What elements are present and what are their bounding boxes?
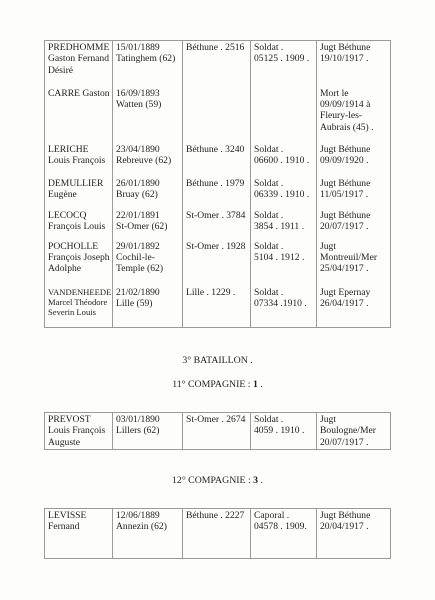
fate-record: Jugt Béthune 09/09/1920 . (317, 143, 391, 177)
recruitment-registry: Béthune . 2516 (183, 41, 251, 87)
table-row (45, 509, 391, 559)
company-11-heading (0, 379, 435, 390)
soldier-register-table (44, 40, 391, 328)
soldier-name: POCHOLLE François Joseph Adolphe (45, 240, 113, 286)
company-terminator: . (258, 475, 263, 486)
battalion-heading: 3° BATAILLON . (182, 355, 253, 366)
soldier-name: PREDHOMME Gaston Fernand Désiré (45, 41, 113, 87)
fate-record: Jugt Montreuil/Mer 25/04/1917 . (317, 240, 391, 286)
recruitment-registry: St-Omer . 1928 (183, 240, 251, 286)
recruitment-registry: Lille . 1229 . (183, 286, 251, 328)
company-label: 12° COMPAGNIE : (172, 475, 254, 486)
company-12-heading (0, 475, 435, 486)
table-row (45, 240, 391, 286)
rank-class: Soldat . 06600 . 1910 . (251, 143, 317, 177)
rank-class: Soldat . 05125 . 1909 . (251, 41, 317, 87)
birth-date-place: 16/09/1893 Watten (59) (113, 87, 183, 143)
fate-record: Jugt Epernay 26/04/1917 . (317, 286, 391, 328)
rank-class: Soldat . 06339 . 1910 . (251, 177, 317, 209)
recruitment-registry: St-Omer . 2674 (183, 413, 251, 450)
rank-class: Soldat . 3854 . 1911 . (251, 209, 317, 240)
birth-date-place: 21/02/1890 Lille (59) (113, 286, 183, 328)
birth-date-place: 26/01/1890 Bruay (62) (113, 177, 183, 209)
fate-record: Jugt Béthune 11/05/1917 . (317, 177, 391, 209)
fate-record: Jugt Boulogne/Mer 20/07/1917 . (317, 413, 391, 450)
fate-record: Mort le 09/09/1914 à Fleury-les- Aubrais (45) . (317, 87, 391, 143)
rank-class: Caporal . 04578 . 1909. (251, 509, 317, 559)
fate-record: Jugt Béthune 20/07/1917 . (317, 209, 391, 240)
birth-date-place: 03/01/1890 Lillers (62) (113, 413, 183, 450)
birth-date-place: 23/04/1890 Rebreuve (62) (113, 143, 183, 177)
company-label: 11° COMPAGNIE : (172, 379, 253, 390)
table-row (45, 87, 391, 143)
soldier-name: LEVISSE Fernand (45, 509, 113, 559)
rank-class (251, 87, 317, 143)
soldier-register-table (44, 412, 391, 450)
birth-date-place: 29/01/1892 Cochil-le- Temple (62) (113, 240, 183, 286)
recruitment-registry: Béthune . 1979 (183, 177, 251, 209)
birth-date-place: 15/01/1889 Tatinghem (62) (113, 41, 183, 87)
recruitment-registry (183, 87, 251, 143)
fate-record: Jugt Béthune 20/04/1917 . (317, 509, 391, 559)
soldier-name: LERICHE Louis François (45, 143, 113, 177)
birth-date-place: 12/06/1889 Annezin (62) (113, 509, 183, 559)
soldier-name: PREVOST Louis François Auguste (45, 413, 113, 450)
table-row (45, 143, 391, 177)
recruitment-registry: Béthune . 2227 (183, 509, 251, 559)
table-row (45, 413, 391, 450)
table-row (45, 177, 391, 209)
fate-record: Jugt Béthune 19/10/1917 . (317, 41, 391, 87)
recruitment-registry: Béthune . 3240 (183, 143, 251, 177)
soldier-name: DEMULLIER Eugène (45, 177, 113, 209)
soldier-name: LECOCQ François Louis (45, 209, 113, 240)
rank-class: Soldat . 4059 . 1910 . (251, 413, 317, 450)
birth-date-place: 22/01/1891 St-Omer (62) (113, 209, 183, 240)
company-terminator: . (257, 379, 263, 390)
soldier-register-table (44, 508, 391, 559)
table-row (45, 286, 391, 328)
table-row (45, 209, 391, 240)
company-count: 3 (253, 475, 259, 486)
rank-class: Soldat . 5104 . 1912 . (251, 240, 317, 286)
table-row (45, 41, 391, 87)
rank-class: Soldat . 07334 .1910 . (251, 286, 317, 328)
company-count: 1 (252, 379, 258, 390)
soldier-name: CARRE Gaston (45, 87, 113, 143)
soldier-name: VANDENHEEDE Marcel Théodore Severin Louis (45, 286, 113, 328)
recruitment-registry: St-Omer . 3784 (183, 209, 251, 240)
